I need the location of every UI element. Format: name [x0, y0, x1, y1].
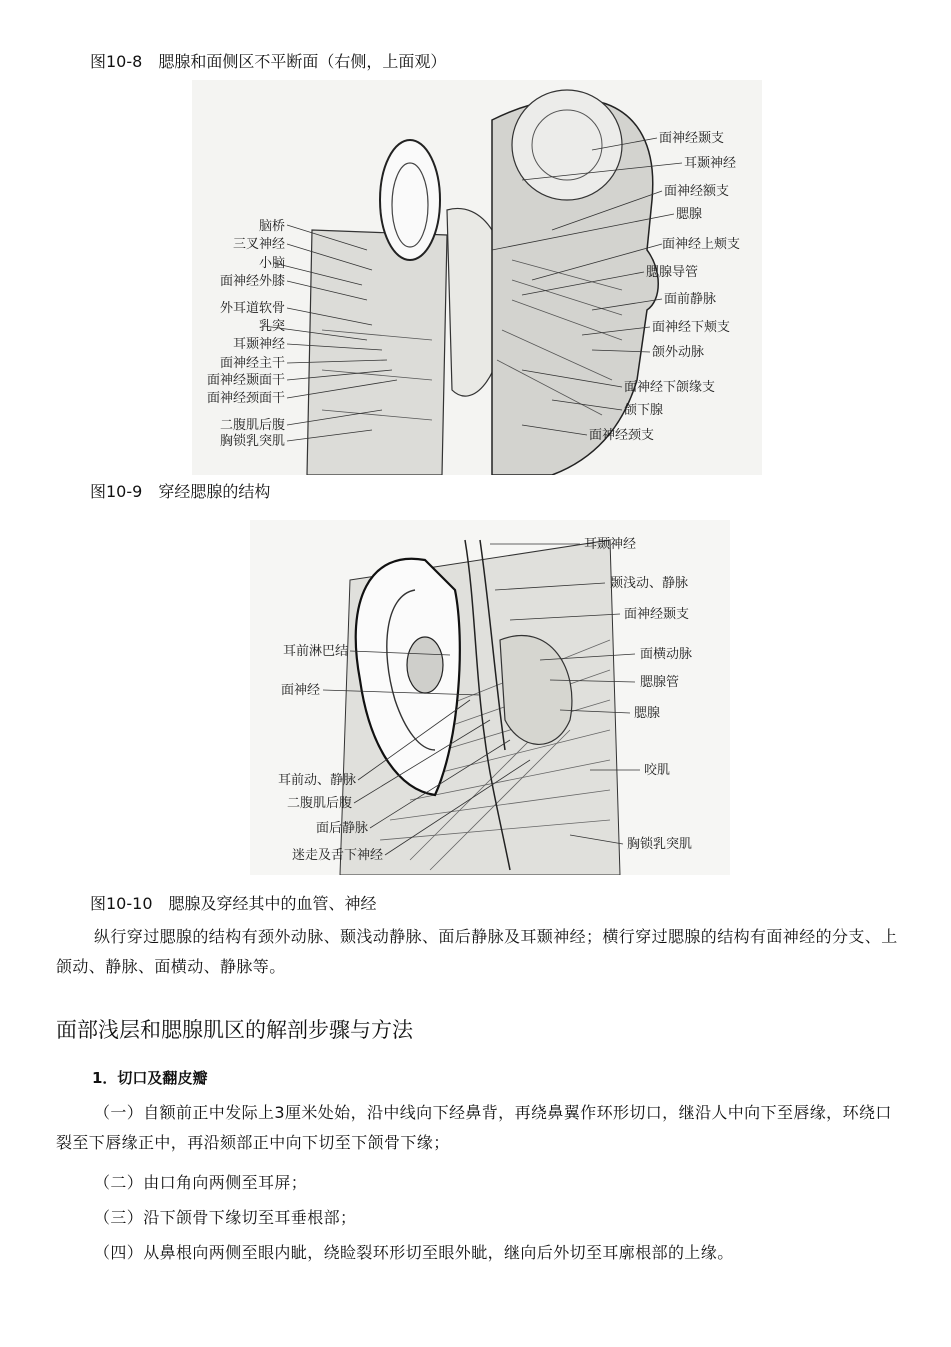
fig1-label-left: 小脑	[258, 256, 285, 271]
fig1-label-right: 颌下腺	[624, 403, 664, 418]
subsection-title: 1．切口及翻皮瓣	[92, 1069, 208, 1087]
figure-caption: 图10-8 腮腺和面侧区不平断面（右侧，上面观）	[90, 52, 447, 71]
fig2-label-left: 耳前动、静脉	[277, 773, 356, 788]
fig1-label-right: 腮腺	[676, 207, 703, 222]
fig1-label-right: 面神经上颊支	[662, 237, 741, 252]
fig2-label-right: 胸锁乳突肌	[627, 837, 693, 852]
step-item: （二）由口角向两侧至耳屏；	[94, 1173, 308, 1192]
fig1-label-left: 二腹肌后腹	[219, 418, 285, 433]
step-item: （三）沿下颌骨下缘切至耳垂根部；	[94, 1208, 357, 1227]
fig2-label-right: 腮腺管	[640, 675, 680, 690]
fig2-label-right: 咬肌	[644, 763, 671, 778]
step-item: （四）从鼻根向两侧至眼内眦，绕睑裂环形切至眼外眦，继向后外切至耳廓根部的上缘。	[94, 1243, 734, 1262]
fig1-label-left: 三叉神经	[232, 237, 285, 252]
fig1-label-left: 乳突	[258, 319, 285, 334]
fig1-label-right: 面神经下颊支	[652, 320, 731, 335]
fig2-label-left: 面神经	[280, 683, 320, 698]
figure-caption: 图10-9 穿经腮腺的结构	[90, 482, 271, 501]
fig2-label-left: 二腹肌后腹	[286, 796, 352, 811]
fig1-label-left: 耳颞神经	[232, 337, 285, 352]
parotid-structures-labels	[250, 520, 730, 875]
fig2-label-right: 面神经颞支	[624, 607, 690, 622]
fig1-label-right: 面神经下颌缘支	[624, 380, 716, 395]
figure-caption: 图10-10 腮腺及穿经其中的血管、神经	[90, 894, 377, 913]
section-title: 面部浅层和腮腺肌区的解剖步骤与方法	[56, 1018, 413, 1042]
fig1-label-left: 外耳道软骨	[219, 301, 285, 316]
figure-parotid-cross-section	[192, 80, 762, 475]
fig1-label-left: 面神经颈面干	[206, 391, 285, 406]
figure-parotid-structures	[250, 520, 730, 875]
fig1-label-left: 面神经颞面干	[206, 373, 285, 388]
fig1-label-right: 面神经颈支	[589, 428, 655, 443]
fig1-label-left: 面神经外膝	[219, 274, 285, 289]
body-paragraph: 纵行穿过腮腺的结构有颈外动脉、颞浅动静脉、面后静脉及耳颞神经；横行穿过腮腺的结构有面神经的分支、上颌动、静脉、面横动、静脉等。	[56, 927, 898, 976]
fig2-label-left: 迷走及舌下神经	[291, 848, 383, 863]
fig1-label-right: 颌外动脉	[652, 345, 705, 360]
fig1-label-right: 面神经额支	[664, 184, 730, 199]
fig2-label-right: 颞浅动、静脉	[610, 576, 689, 591]
fig2-label-left: 面后静脉	[315, 821, 368, 836]
step-item: （一）自额前正中发际上3厘米处始，沿中线向下经鼻背，再绕鼻翼作环形切口，继沿人中向下至唇缘，环绕口裂至下唇缘正中，再沿颏部正中向下切至下颌骨下缘；	[56, 1103, 892, 1152]
fig1-label-left: 面神经主干	[219, 356, 285, 371]
fig1-label-left: 脑桥	[258, 219, 285, 234]
fig1-label-right: 面前静脉	[664, 292, 717, 307]
fig1-label-right: 腮腺导管	[646, 265, 699, 280]
fig2-label-right: 腮腺	[634, 706, 661, 721]
fig2-label-right: 耳颞神经	[584, 537, 637, 552]
fig1-label-right: 耳颞神经	[684, 156, 737, 171]
fig1-label-right: 面神经颞支	[659, 131, 725, 146]
cross-section-labels	[192, 80, 762, 475]
fig2-label-left: 耳前淋巴结	[282, 644, 348, 659]
fig1-label-left: 胸锁乳突肌	[219, 434, 285, 449]
fig2-label-right: 面横动脉	[640, 647, 693, 662]
